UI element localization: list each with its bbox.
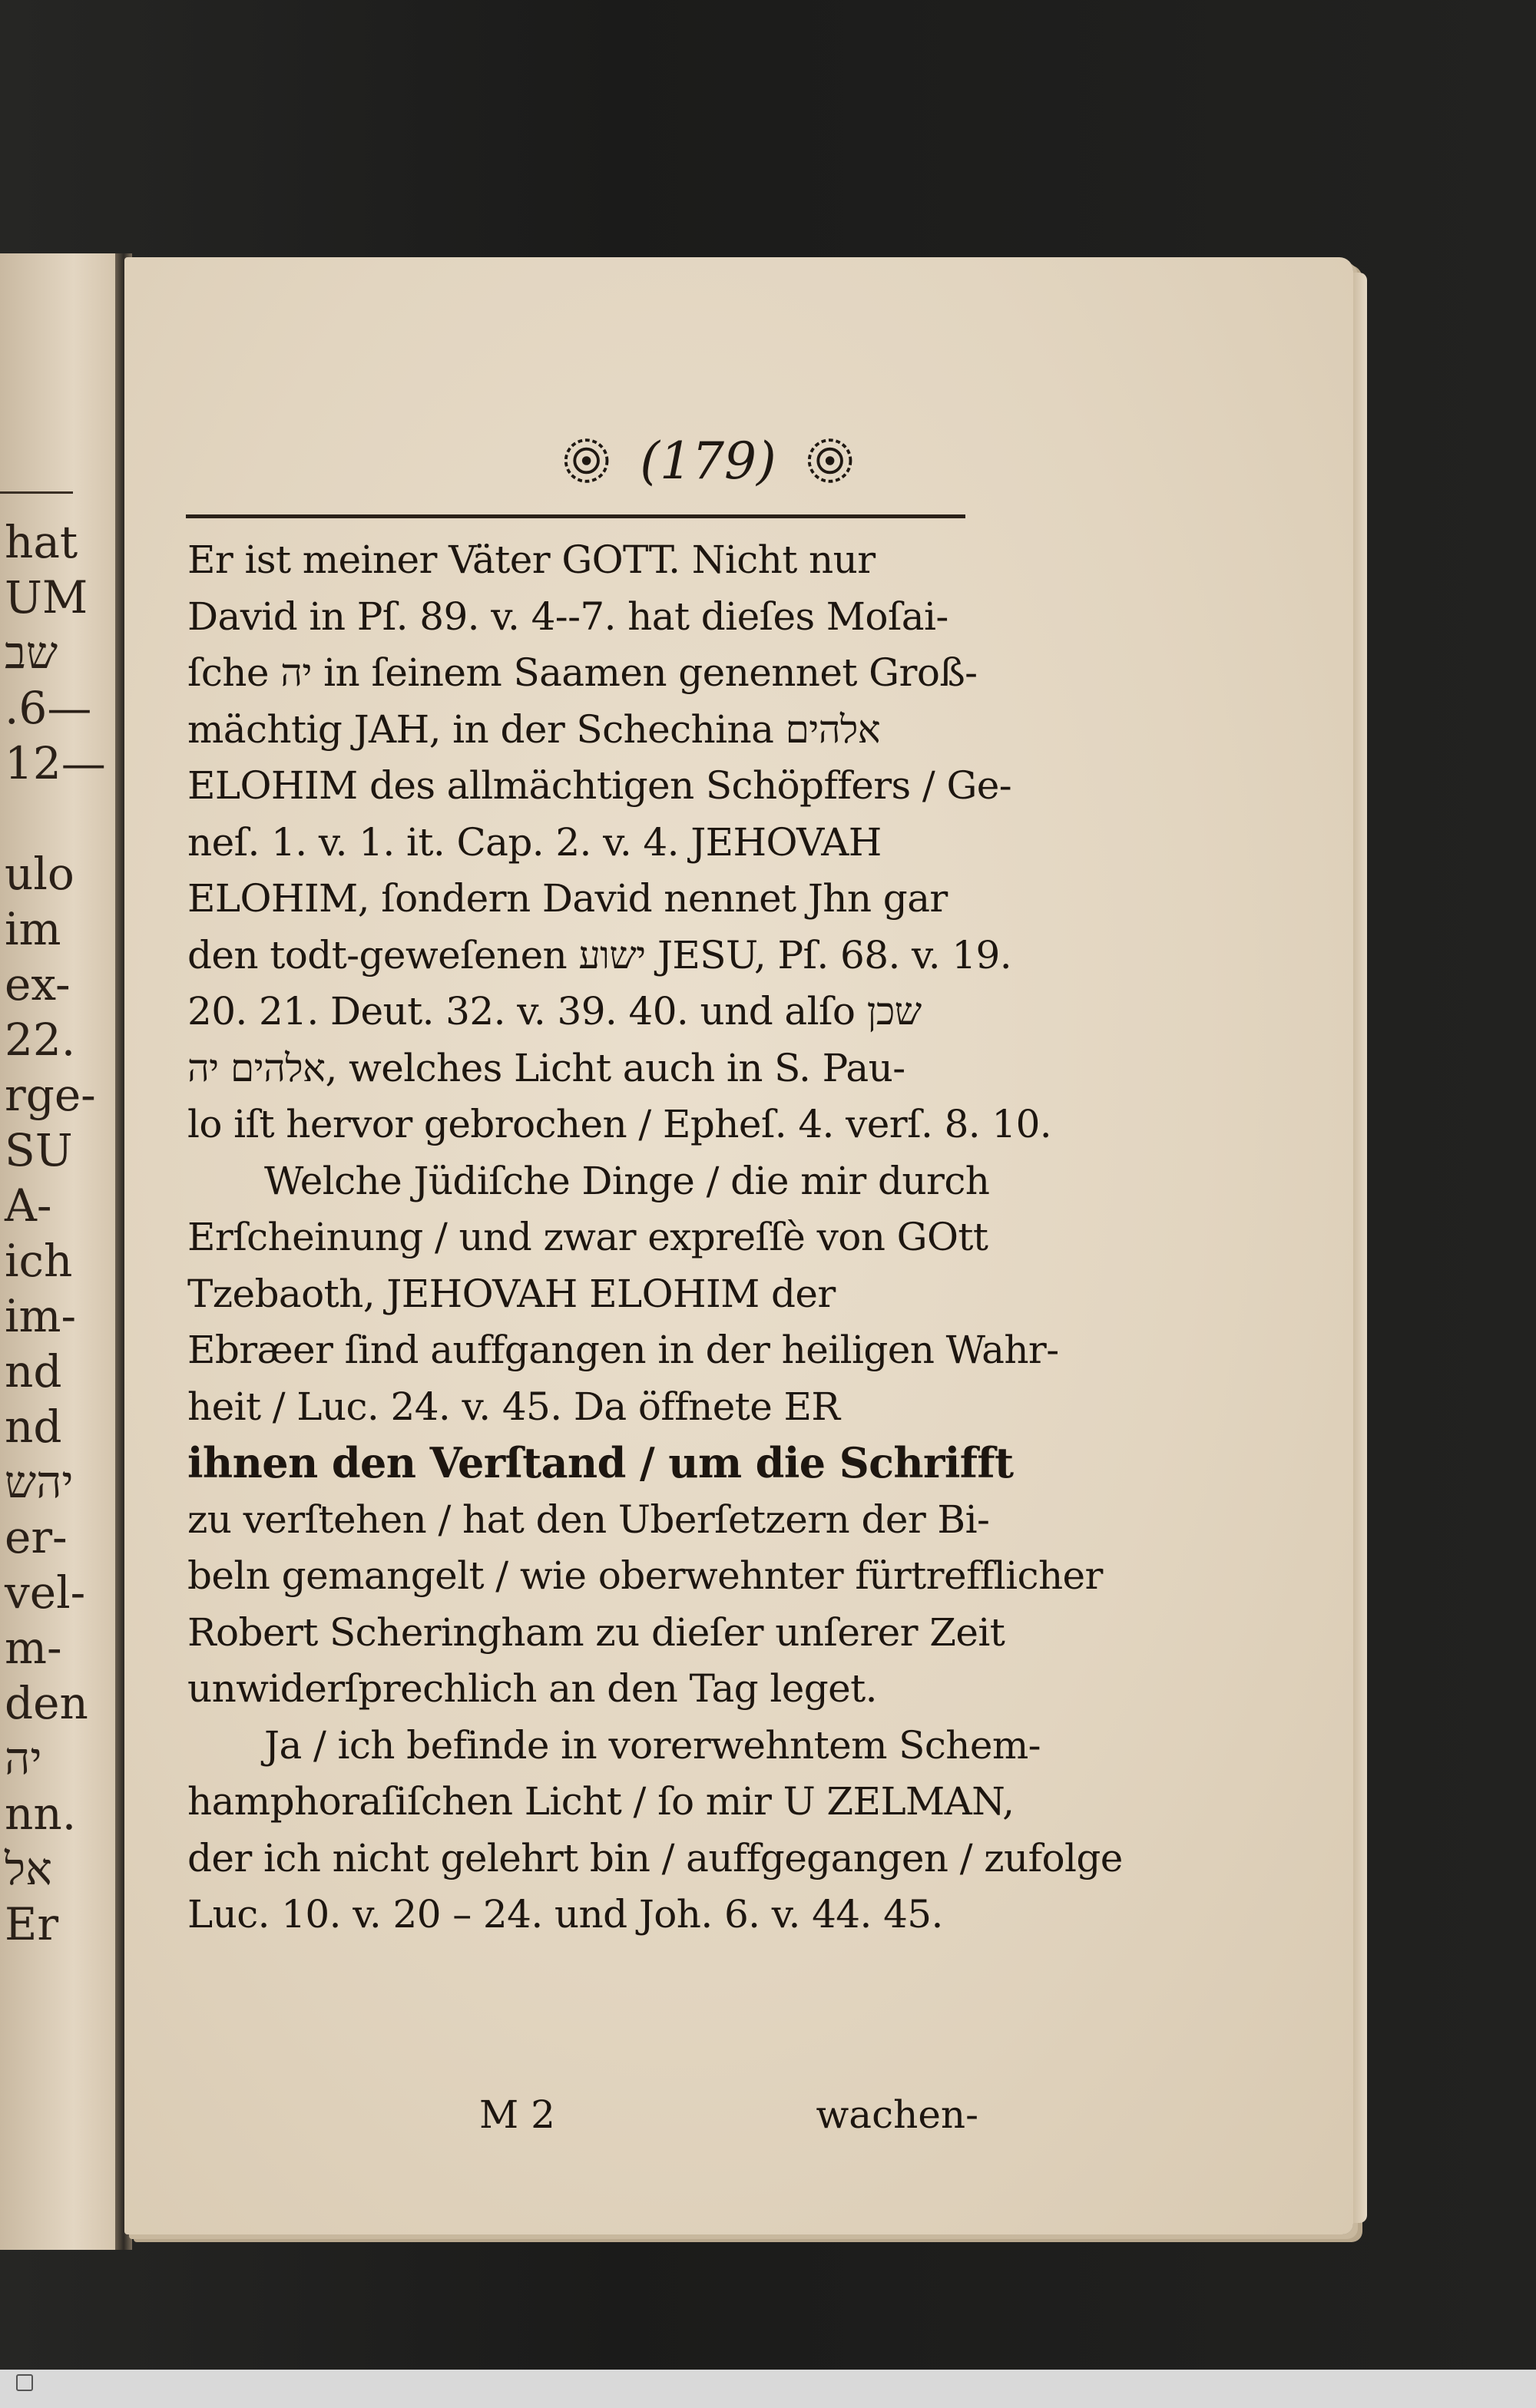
book-page	[124, 257, 1353, 2234]
left-page-text	[5, 514, 120, 1952]
page-number: (179)	[640, 431, 776, 491]
left-line: im	[5, 903, 61, 955]
signature-mark: M 2	[479, 2092, 555, 2137]
left-facing-page	[0, 253, 123, 2250]
text-line: beln gemangelt / wie oberwehnter fürtrefflicher	[187, 1553, 1103, 1598]
text-line: lo iſt hervor gebrochen / Epheſ. 4. verſ. 8. 10.	[187, 1102, 1052, 1146]
text-line: Welche Jüdiſche Dinge / die mir durch	[264, 1158, 990, 1203]
text-line: David in Pſ. 89. v. 4--7. hat dieſes Moſai-	[187, 594, 948, 639]
page-body	[187, 532, 1123, 1943]
left-line: 12—	[5, 737, 106, 789]
text-line: unwiderſprechlich an den Tag leget.	[187, 1666, 877, 1711]
text-line: אלהים יה, welches Licht auch in S. Pau-	[187, 1045, 905, 1090]
text-line: mächtig JAH, in der Schechina אלהים	[187, 706, 881, 752]
left-page-rule	[0, 491, 73, 494]
text-line: ELOHIM, ſondern David nennet Jhn gar	[187, 876, 948, 921]
text-line: neſ. 1. v. 1. it. Cap. 2. v. 4. JEHOVAH	[187, 819, 882, 865]
text-line: der ich nicht gelehrt bin / auffgegangen / zufolge	[187, 1835, 1123, 1880]
catchword: wachen-	[816, 2092, 978, 2137]
text-line: heit / Luc. 24. v. 45. Da öffnete ER	[187, 1384, 840, 1429]
text-line: 20. 21. Deut. 32. v. 39. 40. und alſo שכן	[187, 989, 922, 1034]
left-line: אל	[5, 1843, 52, 1895]
text-line: ELOHIM des allmächtigen Schöpffers / Ge-	[187, 763, 1012, 808]
left-line: ich	[5, 1235, 73, 1287]
text-line-emphasis: ihnen den Verſtand / um die Schrifft	[187, 1438, 1014, 1487]
left-line: hat	[5, 516, 78, 568]
left-line: 22.	[5, 1014, 76, 1066]
left-line: יהש	[5, 1456, 74, 1508]
left-line: .6—	[5, 682, 92, 734]
text-line: Luc. 10. v. 20 – 24. und Joh. 6. v. 44. 45.	[187, 1892, 943, 1937]
left-line	[5, 791, 120, 846]
left-line: Er	[5, 1898, 59, 1950]
header-rule	[186, 514, 965, 518]
text-line: ſche יה in ſeinem Saamen genennet Groß-	[187, 650, 978, 695]
left-line: יה	[5, 1732, 42, 1784]
left-line: ex-	[5, 958, 71, 1011]
left-line: ulo	[5, 848, 74, 900]
left-line: שב	[5, 627, 58, 679]
text-line: zu verſtehen / hat den Uberſetzern der Bi-	[187, 1497, 990, 1542]
right-rosette-icon	[806, 435, 854, 486]
text-line: Ja / ich befinde in vorerwehntem Schem-	[264, 1722, 1041, 1768]
text-line: Tzebaoth, JEHOVAH ELOHIM der	[187, 1271, 836, 1316]
page-header	[562, 431, 854, 491]
left-line: nn.	[5, 1788, 77, 1840]
text-line: den todt-geweſenen ישוע JESU, Pſ. 68. v. 19.	[187, 932, 1012, 977]
library-logo-icon	[9, 2374, 40, 2403]
left-line: nd	[5, 1345, 62, 1398]
left-line: SU	[5, 1124, 73, 1176]
left-line: UM	[5, 571, 88, 624]
left-line: den	[5, 1677, 88, 1729]
left-line: im-	[5, 1290, 77, 1342]
text-line: Er ist meiner Väter GOTT. Nicht nur	[187, 538, 876, 582]
library-mark-icon	[16, 2374, 33, 2391]
text-line: Ebræer ſind auffgangen in der heiligen Wahr-	[187, 1328, 1059, 1372]
viewer-bottom-bar	[0, 2370, 1536, 2408]
left-line: vel-	[5, 1566, 86, 1619]
text-line: Erſcheinung / und zwar expreſſè von GOtt	[187, 1215, 988, 1259]
left-line: nd	[5, 1401, 62, 1453]
left-line: rge-	[5, 1069, 96, 1121]
page-footer	[187, 2092, 978, 2137]
left-line: m-	[5, 1622, 62, 1674]
left-line: A-	[5, 1179, 52, 1232]
text-line: hamphoraſiſchen Licht / ſo mir U ZELMAN,	[187, 1779, 1015, 1824]
left-rosette-icon	[562, 435, 611, 486]
left-line: er-	[5, 1511, 68, 1563]
text-line: Robert Scheringham zu dieſer unſerer Zeit	[187, 1609, 1005, 1655]
